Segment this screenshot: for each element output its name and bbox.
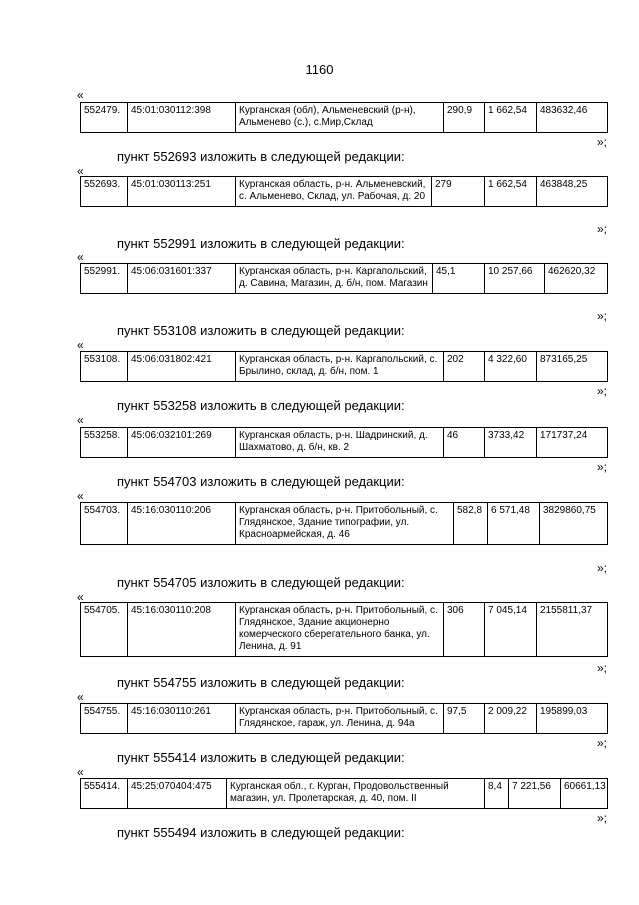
- address: Курганская область, р-н. Притобольный, с. Глядянское, гараж, ул. Ленина, д. 94а: [236, 704, 444, 734]
- paragraph-text: пункт 554705 изложить в следующей редакции:: [117, 575, 405, 590]
- rate: 6 571,48: [488, 503, 540, 545]
- open-quote: «: [77, 590, 84, 604]
- record-id: 552991.: [81, 264, 128, 294]
- address: Курганская обл., г. Курган, Продовольственный магазин, ул. Пролетарская, д. 40, пом. II: [227, 779, 485, 809]
- value: 483632,46: [537, 103, 608, 133]
- paragraph-text: пункт 553108 изложить в следующей редакции:: [117, 323, 405, 338]
- rate: 10 257,66: [485, 264, 545, 294]
- close-mark: »;: [597, 135, 608, 149]
- cadastral-number: 45:16:030110:261: [128, 704, 236, 734]
- table-row: [81, 352, 608, 382]
- value: 171737,24: [537, 428, 608, 458]
- area: 290,9: [444, 103, 485, 133]
- value: 3829860,75: [540, 503, 608, 545]
- table-row: [81, 264, 608, 294]
- open-quote: «: [77, 338, 84, 352]
- record-id: 553108.: [81, 352, 128, 382]
- address: Курганская область, р-н. Каргапольский, д. Савина, Магазин, д. б/н, пом. Магазин: [236, 264, 433, 294]
- record-table: [80, 502, 608, 545]
- record-table: [80, 602, 608, 657]
- close-mark: »;: [597, 384, 608, 398]
- open-quote: «: [77, 88, 84, 102]
- rate: 7 221,56: [509, 779, 561, 809]
- address: Курганская область, р-н. Альменевский, с. Альменево, Склад, ул. Рабочая, д. 20: [236, 177, 432, 207]
- area: 202: [444, 352, 485, 382]
- cadastral-number: 45:25:070404:475: [128, 779, 227, 809]
- table-row: [81, 704, 608, 734]
- value: 2155811,37: [537, 603, 608, 657]
- paragraph-text: пункт 554703 изложить в следующей редакции:: [117, 474, 405, 489]
- record-id: 552693.: [81, 177, 128, 207]
- paragraph-text: пункт 553258 изложить в следующей редакции:: [117, 398, 405, 413]
- paragraph-text: пункт 555414 изложить в следующей редакции:: [117, 750, 405, 765]
- close-mark: »;: [597, 561, 608, 575]
- address: Курганская область, р-н. Каргапольский, с. Брылино, склад, д. б/н, пом. 1: [236, 352, 444, 382]
- record-table: [80, 703, 608, 734]
- value: 462620,32: [545, 264, 608, 294]
- paragraph-text: пункт 552693 изложить в следующей редакции:: [117, 149, 405, 164]
- table-row: [81, 779, 608, 809]
- rate: 4 322,60: [485, 352, 537, 382]
- record-table: [80, 778, 608, 809]
- cadastral-number: 45:01:030113:251: [128, 177, 236, 207]
- close-mark: »;: [597, 460, 608, 474]
- area: 46: [444, 428, 485, 458]
- record-table: [80, 427, 608, 458]
- open-quote: «: [77, 164, 84, 178]
- open-quote: «: [77, 413, 84, 427]
- rate: 3733,42: [485, 428, 537, 458]
- record-id: 554755.: [81, 704, 128, 734]
- cadastral-number: 45:01:030112:398: [128, 103, 236, 133]
- table-row: [81, 428, 608, 458]
- record-id: 554703.: [81, 503, 128, 545]
- rate: 1 662,54: [485, 103, 537, 133]
- area: 582,8: [454, 503, 488, 545]
- cadastral-number: 45:06:031601:337: [128, 264, 236, 294]
- table-row: [81, 103, 608, 133]
- record-id: 553258.: [81, 428, 128, 458]
- record-id: 555414.: [81, 779, 128, 809]
- value: 873165,25: [537, 352, 608, 382]
- area: 279: [432, 177, 485, 207]
- open-quote: «: [77, 489, 84, 503]
- rate: 1 662,54: [485, 177, 537, 207]
- open-quote: «: [77, 250, 84, 264]
- record-table: [80, 102, 608, 133]
- cadastral-number: 45:16:030110:208: [128, 603, 236, 657]
- address: Курганская область, р-н. Притобольный, с. Глядянское, Здание акционерно комерческого сберегательного банка, ул. Ленина, д. 91: [236, 603, 444, 657]
- table-row: [81, 177, 608, 207]
- record-id: 552479.: [81, 103, 128, 133]
- cadastral-number: 45:06:032101:269: [128, 428, 236, 458]
- area: 97,5: [444, 704, 485, 734]
- table-row: [81, 503, 608, 545]
- paragraph-text: пункт 555494 изложить в следующей редакции:: [117, 825, 405, 840]
- table-row: [81, 603, 608, 657]
- rate: 2 009,22: [485, 704, 537, 734]
- address: Курганская область, р-н. Притобольный, с. Глядянское, Здание типографии, ул. Красноармейская, д. 46: [236, 503, 454, 545]
- area: 8,4: [485, 779, 509, 809]
- close-mark: »;: [597, 661, 608, 675]
- close-mark: »;: [597, 736, 608, 750]
- open-quote: «: [77, 765, 84, 779]
- cadastral-number: 45:16:030110:206: [128, 503, 236, 545]
- rate: 7 045,14: [485, 603, 537, 657]
- record-table: [80, 351, 608, 382]
- open-quote: «: [77, 690, 84, 704]
- address: Курганская (обл), Альменевский (р-н), Альменево (с.), с.Мир,Склад: [236, 103, 444, 133]
- close-mark: »;: [597, 309, 608, 323]
- value: 195899,03: [537, 704, 608, 734]
- paragraph-text: пункт 552991 изложить в следующей редакции:: [117, 236, 405, 251]
- record-table: [80, 263, 608, 294]
- cadastral-number: 45:06:031802:421: [128, 352, 236, 382]
- record-table: [80, 176, 608, 207]
- area: 45,1: [433, 264, 485, 294]
- address: Курганская область, р-н. Шадринский, д. Шахматово, д. б/н, кв. 2: [236, 428, 444, 458]
- area: 306: [444, 603, 485, 657]
- value: 60661,13: [561, 779, 608, 809]
- page-number: 1160: [305, 62, 334, 77]
- record-id: 554705.: [81, 603, 128, 657]
- value: 463848,25: [537, 177, 608, 207]
- close-mark: »;: [597, 222, 608, 236]
- paragraph-text: пункт 554755 изложить в следующей редакции:: [117, 675, 405, 690]
- close-mark: »;: [597, 811, 608, 825]
